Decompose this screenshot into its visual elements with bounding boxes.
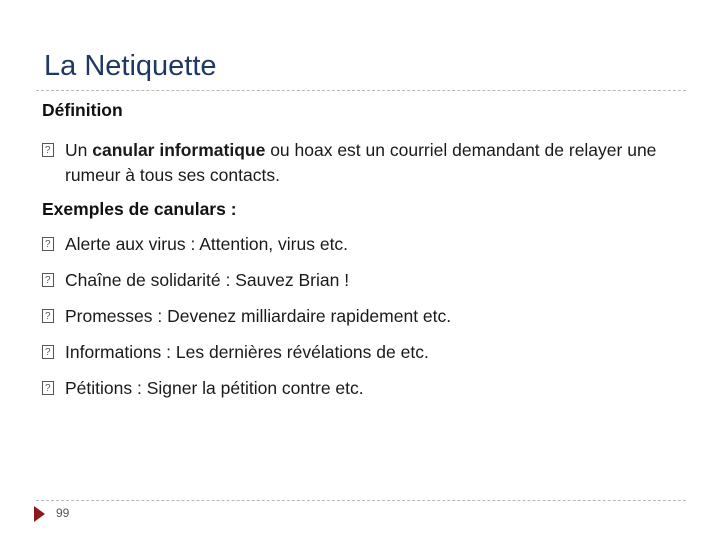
bottom-divider: [36, 500, 686, 501]
page-number: 99: [56, 506, 70, 520]
definition-suffix: ou hoax est un courriel demandant de relayer une rumeur à tous ses contacts.: [65, 140, 657, 185]
page-arrow-icon: [34, 506, 45, 522]
definition-heading: Définition: [42, 100, 123, 120]
examples-heading: Exemples de canulars :: [42, 199, 237, 219]
example-text: Alerte aux virus : Attention, virus etc.: [65, 234, 349, 254]
definition-bold-term: canular informatique: [92, 140, 266, 160]
bullet-box-icon: [42, 237, 54, 251]
top-divider: [36, 90, 686, 91]
example-text: Pétitions : Signer la pétition contre etc.: [65, 378, 364, 398]
bullet-box-icon: [42, 309, 54, 323]
bullet-box-icon: [42, 143, 54, 157]
definition-prefix: Un: [65, 140, 93, 160]
example-text: Informations : Les dernières révélations de etc.: [65, 342, 429, 362]
bullet-box-icon: [42, 273, 54, 287]
definition-text: [65, 138, 665, 188]
slide-title: La Netiquette: [44, 50, 217, 82]
example-text: Chaîne de solidarité : Sauvez Brian !: [65, 270, 350, 290]
example-text: Promesses : Devenez milliardaire rapidement etc.: [65, 306, 452, 326]
bullet-box-icon: [42, 381, 54, 395]
bullet-box-icon: [42, 345, 54, 359]
